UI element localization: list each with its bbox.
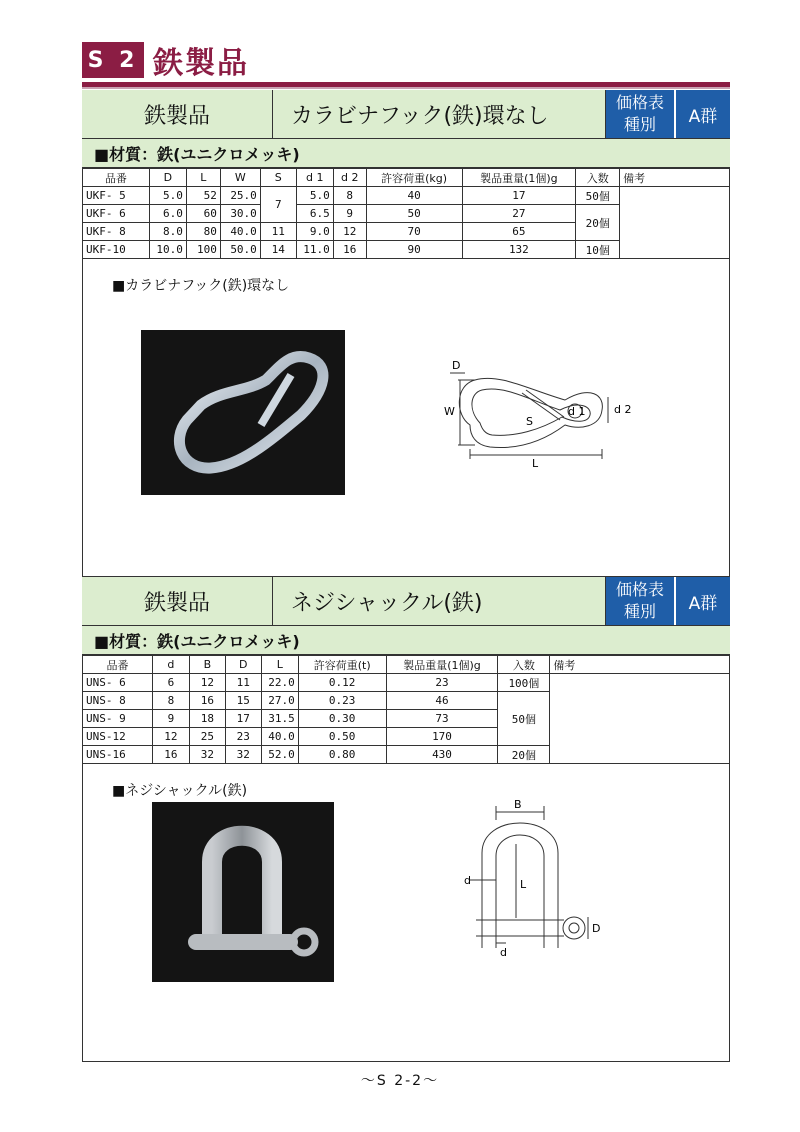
dim-W-label: W — [444, 405, 455, 418]
cell-d1: 9.0 — [296, 223, 333, 241]
cell-D: 5.0 — [149, 187, 186, 205]
cell-code: UKF- 8 — [83, 223, 150, 241]
cell-d2: 16 — [333, 241, 366, 259]
dim-L-label: L — [532, 457, 539, 470]
cell-d1: 5.0 — [296, 187, 333, 205]
carabiner-diagram — [430, 355, 640, 470]
table-header-row — [83, 656, 730, 674]
cell-L: 60 — [186, 205, 220, 223]
price-label-line1: 価格表 — [615, 93, 664, 112]
col-code: 品番 — [83, 656, 153, 674]
cell-B: 32 — [189, 746, 225, 764]
cell-qty: 20個 — [576, 205, 620, 241]
cell-weight: 23 — [386, 674, 498, 692]
product-name: ネジシャックル(鉄) — [273, 577, 606, 625]
dim-L-label: L — [520, 878, 527, 891]
cell-L: 22.0 — [261, 674, 298, 692]
cell-S: 7 — [260, 187, 296, 223]
cell-qty: 50個 — [576, 187, 620, 205]
cell-d: 16 — [152, 746, 189, 764]
cell-L: 52 — [186, 187, 220, 205]
col-weight: 製品重量(1個)g — [462, 169, 576, 187]
dim-d1-label: d 1 — [568, 405, 586, 418]
material-label: ■材質：鉄(ユニクロメッキ) — [82, 139, 730, 168]
table-row — [83, 187, 730, 205]
dim-d2-label: d 2 — [614, 403, 632, 416]
cell-S: 11 — [260, 223, 296, 241]
cell-L: 80 — [186, 223, 220, 241]
col-L: L — [186, 169, 220, 187]
cell-D: 11 — [225, 674, 261, 692]
cell-qty: 10個 — [576, 241, 620, 259]
col-S: S — [260, 169, 296, 187]
table-header-row — [83, 169, 730, 187]
price-type-label — [606, 90, 676, 138]
price-label-line2: 種別 — [623, 602, 656, 621]
price-group: A群 — [676, 577, 730, 625]
col-qty: 入数 — [576, 169, 620, 187]
product-banner — [82, 577, 730, 626]
cell-code: UKF- 5 — [83, 187, 150, 205]
table-row — [83, 674, 730, 692]
cell-B: 16 — [189, 692, 225, 710]
shackle-diagram — [460, 798, 610, 958]
cell-W: 50.0 — [220, 241, 260, 259]
cell-load: 0.23 — [298, 692, 386, 710]
price-group: A群 — [676, 90, 730, 138]
shackle-photo — [152, 802, 334, 982]
page-title: 鉄製品 — [153, 46, 249, 81]
cell-B: 12 — [189, 674, 225, 692]
cell-qty: 50個 — [498, 692, 550, 746]
cell-code: UNS-16 — [83, 746, 153, 764]
col-d: d — [152, 656, 189, 674]
cell-D: 17 — [225, 710, 261, 728]
cell-d: 9 — [152, 710, 189, 728]
product-banner — [82, 90, 730, 139]
spec-table — [82, 655, 730, 764]
cell-code: UNS- 8 — [83, 692, 153, 710]
col-notes: 備考 — [550, 656, 730, 674]
cell-d2: 8 — [333, 187, 366, 205]
category-label: 鉄製品 — [82, 577, 273, 625]
cell-load: 50 — [366, 205, 462, 223]
col-d2: d 2 — [333, 169, 366, 187]
product-name: カラビナフック(鉄)環なし — [273, 90, 606, 138]
cell-d: 6 — [152, 674, 189, 692]
dim-B-label: B — [514, 798, 522, 811]
cell-d1: 11.0 — [296, 241, 333, 259]
cell-notes — [620, 187, 730, 259]
spec-table — [82, 168, 730, 259]
price-label-line1: 価格表 — [615, 580, 664, 599]
cell-L: 27.0 — [261, 692, 298, 710]
cell-load: 40 — [366, 187, 462, 205]
price-type-label — [606, 577, 676, 625]
cell-weight: 170 — [386, 728, 498, 746]
cell-d2: 9 — [333, 205, 366, 223]
carabiner-photo — [141, 330, 345, 495]
product-caption: ■ネジシャックル(鉄) — [112, 783, 248, 799]
cell-load: 0.30 — [298, 710, 386, 728]
cell-weight: 73 — [386, 710, 498, 728]
cell-L: 31.5 — [261, 710, 298, 728]
cell-d: 8 — [152, 692, 189, 710]
page-number: ～S 2-2～ — [360, 1073, 440, 1089]
col-B: B — [189, 656, 225, 674]
col-notes: 備考 — [620, 169, 730, 187]
col-d1: d 1 — [296, 169, 333, 187]
dim-D-label: D — [592, 922, 601, 935]
cell-d1: 6.5 — [296, 205, 333, 223]
dim-D-label: D — [452, 359, 461, 372]
cell-d2: 12 — [333, 223, 366, 241]
cell-weight: 132 — [462, 241, 576, 259]
cell-qty: 20個 — [498, 746, 550, 764]
col-code: 品番 — [83, 169, 150, 187]
cell-code: UNS-12 — [83, 728, 153, 746]
cell-code: UKF- 6 — [83, 205, 150, 223]
product-caption: ■カラビナフック(鉄)環なし — [112, 278, 290, 294]
cell-D: 15 — [225, 692, 261, 710]
cell-load: 70 — [366, 223, 462, 241]
cell-notes — [550, 674, 730, 764]
cell-W: 40.0 — [220, 223, 260, 241]
cell-load: 0.80 — [298, 746, 386, 764]
cell-L: 52.0 — [261, 746, 298, 764]
col-L: L — [261, 656, 298, 674]
cell-load: 0.12 — [298, 674, 386, 692]
cell-weight: 430 — [386, 746, 498, 764]
cell-D: 6.0 — [149, 205, 186, 223]
cell-B: 18 — [189, 710, 225, 728]
cell-D: 32 — [225, 746, 261, 764]
cell-weight: 65 — [462, 223, 576, 241]
category-label: 鉄製品 — [82, 90, 273, 138]
cell-weight: 17 — [462, 187, 576, 205]
product-section-shackle — [82, 576, 730, 764]
material-label: ■材質：鉄(ユニクロメッキ) — [82, 626, 730, 655]
cell-D: 8.0 — [149, 223, 186, 241]
cell-B: 25 — [189, 728, 225, 746]
price-label-line2: 種別 — [623, 115, 656, 134]
dim-d-bottom-label: d — [500, 946, 507, 958]
cell-load: 0.50 — [298, 728, 386, 746]
cell-D: 23 — [225, 728, 261, 746]
col-D: D — [225, 656, 261, 674]
cell-qty: 100個 — [498, 674, 550, 692]
cell-L: 40.0 — [261, 728, 298, 746]
cell-W: 30.0 — [220, 205, 260, 223]
cell-L: 100 — [186, 241, 220, 259]
product-section-carabiner — [82, 90, 730, 259]
cell-weight: 46 — [386, 692, 498, 710]
col-W: W — [220, 169, 260, 187]
cell-D: 10.0 — [149, 241, 186, 259]
cell-S: 14 — [260, 241, 296, 259]
col-qty: 入数 — [498, 656, 550, 674]
header-rule-shadow — [82, 87, 730, 89]
cell-code: UNS- 6 — [83, 674, 153, 692]
col-weight: 製品重量(1個)g — [386, 656, 498, 674]
section-badge: S 2 — [82, 42, 144, 78]
cell-d: 12 — [152, 728, 189, 746]
cell-weight: 27 — [462, 205, 576, 223]
col-load: 許容荷重(kg) — [366, 169, 462, 187]
cell-code: UNS- 9 — [83, 710, 153, 728]
dim-d-label: d — [464, 874, 471, 887]
col-D: D — [149, 169, 186, 187]
cell-code: UKF-10 — [83, 241, 150, 259]
cell-load: 90 — [366, 241, 462, 259]
cell-W: 25.0 — [220, 187, 260, 205]
dim-S-label: S — [526, 415, 533, 428]
col-load: 許容荷重(t) — [298, 656, 386, 674]
